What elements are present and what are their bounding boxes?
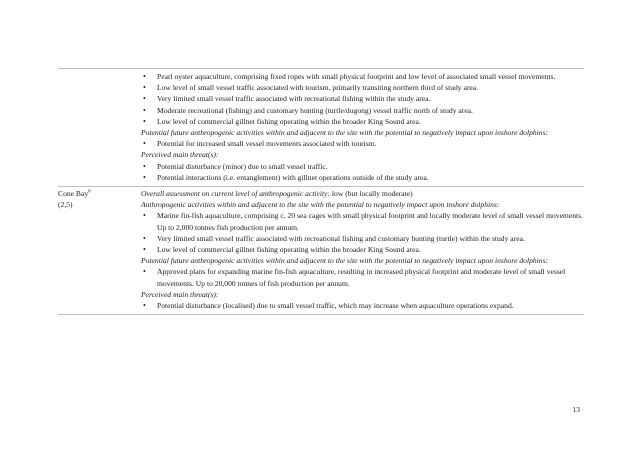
site-footnote-mark: 6	[88, 189, 91, 195]
assessment-cell	[141, 69, 584, 186]
assessment-cell	[141, 187, 584, 314]
list-item: • Very limited small vessel traffic associated with recreational fishing and customary hunting (turtle) within the study area.	[141, 233, 584, 244]
site-code: (2,5)	[58, 200, 73, 210]
site-cell	[58, 69, 141, 186]
list-item: • Moderate recreational (fishing) and customary hunting (turtle/dugong) vessel traffic north of study area.	[141, 105, 584, 116]
list-item: • Very limited small vessel traffic associated with recreational fishing within the study area.	[141, 93, 584, 104]
list-item: • Low level of commercial gillnet fishing operating within the broader King Sound area.	[141, 244, 584, 255]
site-name-line	[58, 188, 141, 199]
future-activities-heading: Potential future anthropogenic activities within and adjacent to the site with the potential to negatively impact upon inshore dolphins:	[141, 128, 549, 138]
list-item: • Pearl oyster aquaculture, comprising fixed ropes with small physical footprint and low level of associated small vessel movements.	[141, 71, 584, 82]
overall-label: Overall assessment on current level of anthropogenic activity:	[141, 189, 331, 199]
list-item: • Potential disturbance (localised) due to small vessel traffic, which may increase when aquaculture operations expand.	[141, 300, 584, 311]
current-activities-heading: Anthropogenic activities within and adjacent to the site with the potential to negatively impact upon inshore dolphins:	[141, 200, 500, 210]
list-item: • Potential for increased small vessel movements associated with tourism.	[141, 138, 584, 149]
list-item: • Low level of small vessel traffic associated with tourism, primarily transiting northern third of study area.	[141, 82, 584, 93]
table-row	[58, 69, 584, 186]
list-item: • Marine fin-fish aquaculture, comprising c. 20 sea cages with small physical footprint and locally moderate level of small vessel movements. Up to 2,000 tonnes fish production per annum.	[141, 210, 584, 232]
overall-value: low (but locally moderate)	[330, 189, 413, 199]
list-item: • Potential disturbance (minor) due to small vessel traffic.	[141, 161, 584, 172]
list-item: • Low level of commercial gillnet fishing operating within the broader King Sound area.	[141, 116, 584, 127]
site-cell	[58, 187, 141, 314]
site-name: Cone Bay	[58, 189, 89, 199]
list-item: • Potential interactions (i.e. entanglement) with gillnet operations outside of the study area.	[141, 172, 584, 183]
threat-heading: Perceived main threat(s):	[141, 150, 219, 160]
assessment-table	[58, 68, 584, 315]
table-bottom-rule	[58, 314, 584, 315]
list-item: • Approved plans for expanding marine fin-fish aquaculture, resulting in increased physical footprint and moderate level of small vessel movements. Up to 20,000 tonnes of fish production per annum.	[141, 266, 584, 288]
overall-assessment	[141, 188, 584, 199]
future-activities-heading: Potential future anthropogenic activities within and adjacent to the site with the potential to negatively impact upon inshore dolphins:	[141, 256, 549, 266]
page-number: 13	[572, 405, 580, 414]
table-row	[58, 187, 584, 314]
threat-heading: Perceived main threat(s):	[141, 289, 219, 299]
